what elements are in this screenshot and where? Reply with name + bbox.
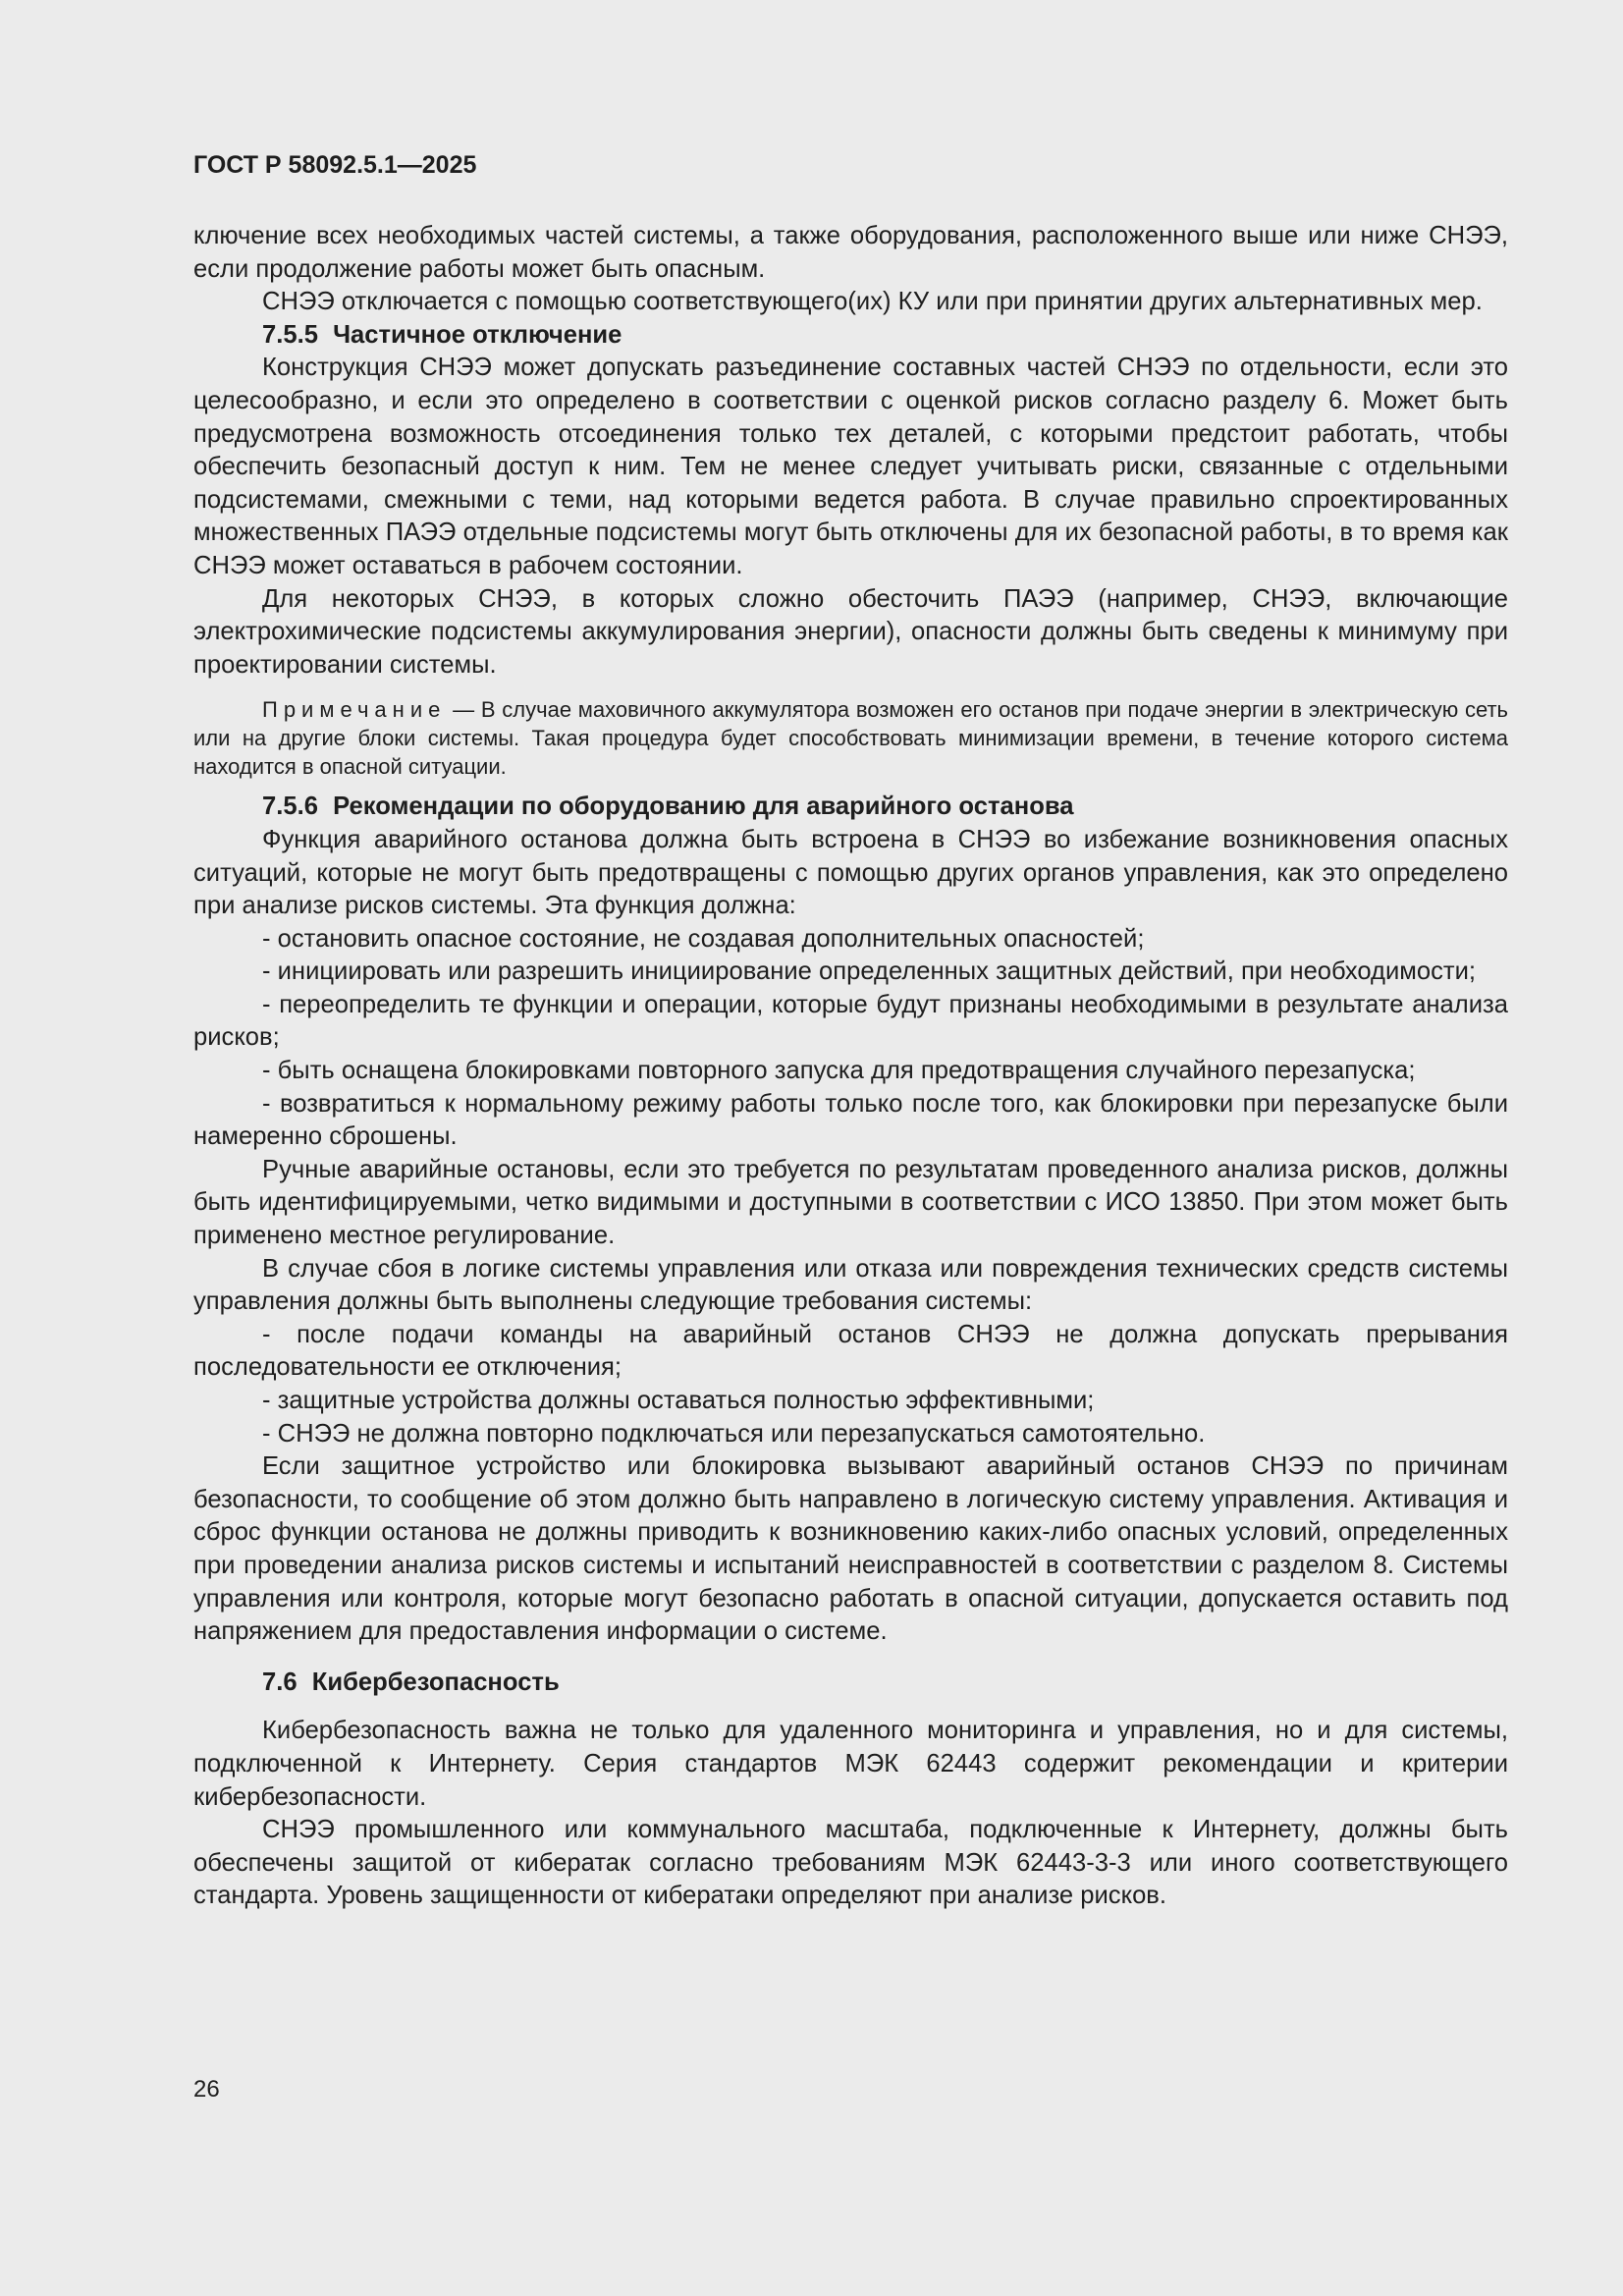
list-item: - СНЭЭ не должна повторно подключаться или перезапускаться самотоятельно. (262, 1419, 1206, 1448)
list-item: - остановить опасное состояние, не создавая дополнительных опасностей; (262, 924, 1145, 953)
page-number: 26 (193, 2076, 220, 2103)
paragraph: Функция аварийного останова должна быть встроена в СНЭЭ во избежание возникновения опасных ситуаций, которые не могут быть предотвращены с помощью других органов управления, как это определено при анализе рисков системы. Эта функция должна: (193, 825, 1508, 920)
note-text: — В случае маховичного аккумулятора возможен его останов при подаче энергии в электрическую сеть или на другие блоки системы. Такая процедура будет способствовать минимизации времени, в течение которого система находится в опасной ситуации. (193, 697, 1508, 780)
standard-header: ГОСТ Р 58092.5.1—2025 (193, 151, 477, 179)
paragraph: СНЭЭ промышленного или коммунального масштаба, подключенные к Интернету, должны быть обеспечены защитой от кибератак согласно требованиям МЭК 62443-3-3 или иного соответствующего стандарта. Уровень защищенности от кибератаки определяют при анализе рисков. (193, 1816, 1508, 1910)
note-label: Примечание (262, 697, 447, 723)
paragraph: Ручные аварийные остановы, если это требуется по результатам проведенного анализа рисков, должны быть идентифицируемыми, четко видимыми и доступными в соответствии с ИСО 13850. При этом может быть применено местное регулирование. (193, 1155, 1508, 1250)
section-number: 7.5.6 (262, 793, 318, 821)
section-number: 7.5.5 (262, 320, 318, 349)
list-item: - после подачи команды на аварийный останов СНЭЭ не должна допускать прерывания последовательности ее отключения; (193, 1320, 1508, 1382)
list-item: - защитные устройства должны оставаться полностью эффективными; (262, 1387, 1095, 1414)
section-heading-7-5-6 (193, 791, 1508, 824)
paragraph: Для некоторых СНЭЭ, в которых сложно обесточить ПАЭЭ (например, СНЭЭ, включающие электрохимические подсистемы аккумулирования энергии), опасности должны быть сведены к минимуму при проектировании системы. (193, 584, 1508, 679)
note (193, 695, 1508, 781)
list-item: - быть оснащена блокировками повторного запуска для предотвращения случайного перезапуска; (262, 1057, 1416, 1085)
section-heading-7-5-5 (193, 319, 1508, 353)
section-title: Кибербезопасность (311, 1667, 560, 1696)
paragraph: ключение всех необходимых частей системы, а также оборудования, расположенного выше или ниже СНЭЭ, если продолжение работы может быть опасным. (193, 222, 1508, 283)
section-number: 7.6 (262, 1667, 298, 1696)
list-item: - возвратиться к нормальному режиму работы только после того, как блокировки при перезапуске были намеренно сброшены. (193, 1089, 1508, 1151)
paragraph: Конструкция СНЭЭ может допускать разъединение составных частей СНЭЭ по отдельности, если это целесообразно, и если это определено в соответствии с оценкой рисков согласно разделу 6. Может быть предусмотрена возможность отсоединения только тех деталей, с которыми предстоит работать, чтобы обеспечить безопасный доступ к ним. Тем не менее следует учитывать риски, связанные с отдельными подсистемами, смежными с теми, над которыми ведется работа. В случае правильно спроектированных множественных ПАЭЭ отдельные подсистемы могут быть отключены для их безопасной работы, в то время как СНЭЭ может оставаться в рабочем состоянии. (193, 354, 1508, 579)
document-page (193, 147, 1508, 1913)
paragraph: Если защитное устройство или блокировка вызывают аварийный останов СНЭЭ по причинам безопасности, то сообщение об этом должно быть направлено в логическую систему управления. Активация и сброс функции останова не должны приводить к возникновению каких-либо опасных условий, определенных при проведении анализа рисков системы и испытаний неисправностей в соответствии с разделом 8. Системы управления или контроля, которые могут безопасно работать в опасной ситуации, допускается оставить под напряжением для предоставления информации о системе. (193, 1452, 1508, 1646)
section-heading-7-6 (193, 1667, 1508, 1700)
section-title: Частичное отключение (333, 320, 622, 349)
paragraph: Кибербезопасность важна не только для удаленного мониторинга и управления, но и для системы, подключенной к Интернету. Серия стандартов МЭК 62443 содержит рекомендации и критерии кибербезопасности. (193, 1717, 1508, 1811)
paragraph: СНЭЭ отключается с помощью соответствующего(их) КУ или при принятии других альтернативных мер. (262, 288, 1483, 316)
list-item: - инициировать или разрешить инициирование определенных защитных действий, при необходимости; (262, 957, 1477, 986)
list-item: - переопределить те функции и операции, которые будут признаны необходимыми в результате анализа рисков; (193, 990, 1508, 1052)
paragraph: В случае сбоя в логике системы управления или отказа или повреждения технических средств системы управления должны быть выполнены следующие требования системы: (193, 1254, 1508, 1316)
section-title: Рекомендации по оборудованию для аварийного останова (333, 793, 1074, 821)
